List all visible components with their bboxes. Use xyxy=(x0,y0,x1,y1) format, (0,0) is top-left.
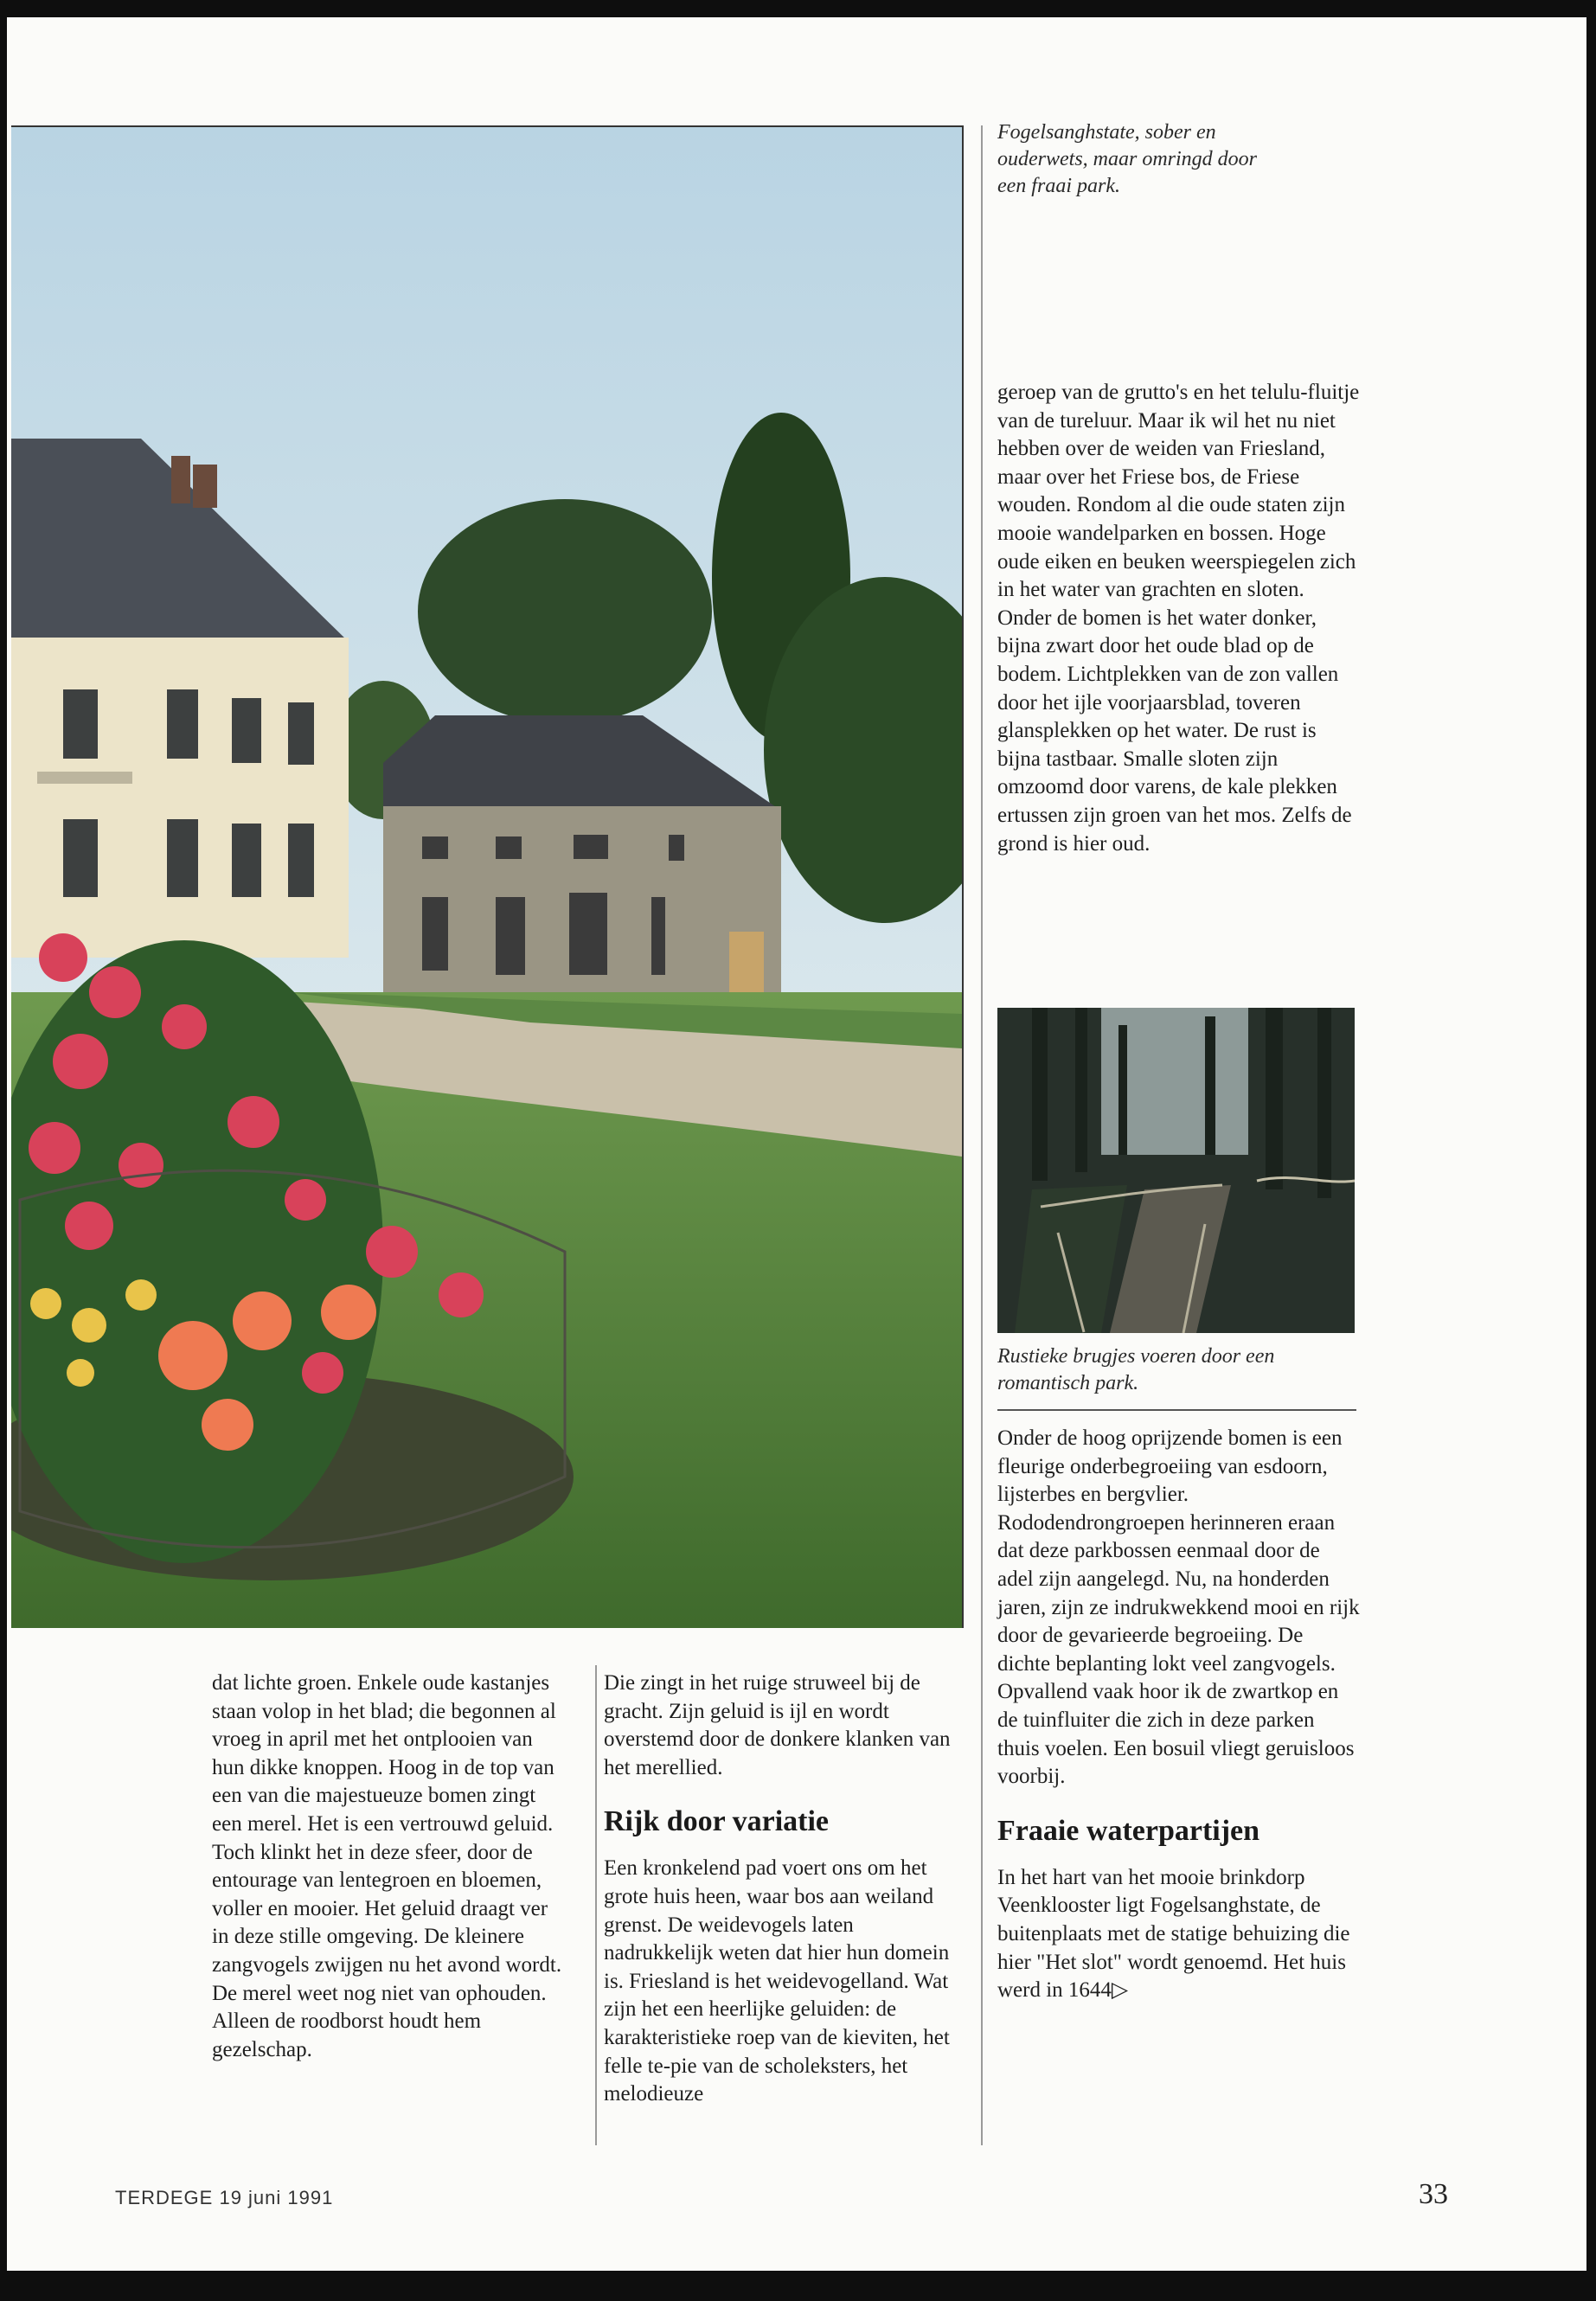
magazine-page xyxy=(7,17,1586,2271)
paragraph: Een kronkelend pad voert ons om het grote huis heen, waar bos aan weiland grenst. De weidevogels laten nadrukkelijk weten dat hier hun domein is. Friesland is het weidevogelland. Wat zijn het een heerlijke geluiden: de karakteristieke roep van de kieviten, het felle te-pie van de scholeksters, het melodieuze xyxy=(604,1856,950,2106)
page-number: 33 xyxy=(1419,2178,1448,2210)
section-heading: Fraaie waterpartijen xyxy=(997,1814,1260,1847)
section-heading: Rijk door variatie xyxy=(604,1805,830,1838)
photo-caption-top: Fogelsanghstate, sober en ouderwets, maar omringd door een fraai park. xyxy=(997,121,1258,197)
paragraph: Onder de hoog oprijzende bomen is een fleurige onderbegroeiing van esdoorn, lijsterbes en bergvlier. Rododendrongroepen herinneren eraan dat deze parkbossen eenmaal door de adel zijn aangelegd. Nu, na honderden jaren, zijn ze indrukwekkend mooi en rijk door de gevarieerde begroeiing. De dichte beplanting lokt veel zangvogels. Opvallend vaak hoor ik de zwartkop en de tuinfluiter die zich in deze parken thuis voelen. Een bosuil vliegt geruisloos voorbij. xyxy=(997,1426,1360,1789)
publication-footer: TERDEGE 19 juni 1991 xyxy=(115,2187,334,2208)
photo-caption-small: Rustieke brugjes voeren door een romantisch park. xyxy=(997,1345,1275,1394)
bridge-photo xyxy=(997,1008,1355,1333)
paragraph: dat lichte groen. Enkele oude kastanjes staan volop in het blad; die begonnen al vroeg in april met het ontplooien van hun dikke knoppen. Hoog in de top van een van die majestueuze bomen zingt een merel. Het is een vertrouwd geluid. Toch klinkt het in deze sfeer, door de entourage van lentegroen en bloemen, voller en mooier. Het geluid draagt ver in deze stille omgeving. De kleinere zangvogels zwijgen nu het avond wordt. De merel weet nog niet van ophouden. Alleen de roodborst houdt hem gezelschap. xyxy=(212,1671,562,2061)
manor-photo xyxy=(11,125,964,1628)
caption-rule xyxy=(997,1409,1356,1411)
bridge-illustration xyxy=(997,1008,1355,1333)
paragraph-text: In het hart van het mooie brinkdorp Veenklooster ligt Fogelsanghstate, de buitenplaats met de statige behuizing die hier "Het slot" wordt genoemd. Het huis werd in 1644 xyxy=(997,1865,1350,2003)
article-column-3-bottom xyxy=(997,1425,1361,2005)
paragraph xyxy=(997,1864,1361,2005)
article-column-2 xyxy=(604,1670,967,2109)
continue-arrow-icon: ▷ xyxy=(1111,1978,1129,2003)
column-rule xyxy=(981,125,983,2145)
paragraph: geroep van de grutto's en het telulu-fluitje van de tureluur. Maar ik wil het nu niet hebben over de weiden van Friesland, maar over het Friese bos, de Friese wouden. Rondom al die oude staten zijn mooie wandelparken en bossen. Hoge oude eiken en beuken weerspiegelen zich in het water van grachten en sloten. Onder de bomen is het water donker, bijna zwart door het oude blad op de bodem. Lichtplekken van de zon vallen door het ijle voorjaarsblad, toveren glansplekken op het water. De rust is bijna tastbaar. Smalle sloten zijn omzoomd door varens, de kale plekken ertussen zijn groen van het mos. Zelfs de grond is hier oud. xyxy=(997,381,1360,856)
article-column-1 xyxy=(212,1670,567,2064)
paragraph: Die zingt in het ruige struweel bij de gracht. Zijn geluid is ijl en wordt overstemd door de donkere klanken van het merellied. xyxy=(604,1671,951,1779)
manor-illustration xyxy=(11,127,962,1628)
column-rule xyxy=(595,1665,597,2145)
article-column-3-top xyxy=(997,379,1361,858)
